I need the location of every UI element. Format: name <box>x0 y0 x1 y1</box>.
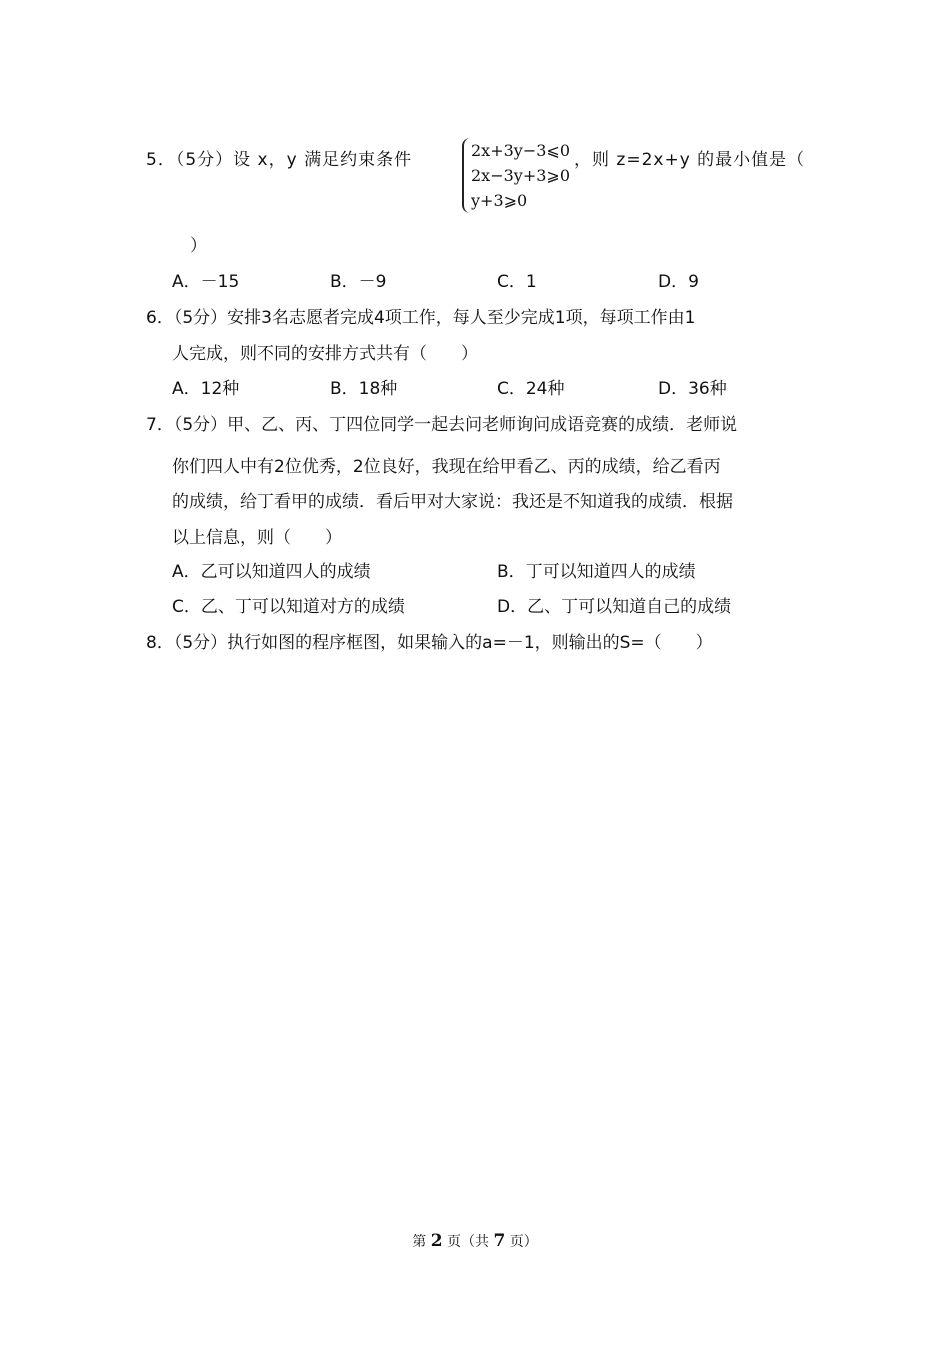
q7-line3: 的成绩，给丁看甲的成绩．看后甲对大家说：我还是不知道我的成绩．根据 <box>172 492 733 512</box>
q5-text: 设 x，y 满足约束条件 <box>233 150 413 170</box>
constraint: y+3⩾0 <box>471 191 528 210</box>
q5-number: 5． <box>146 150 176 170</box>
q6-option-d: D．36种 <box>658 379 727 399</box>
page-number: 2 <box>430 1231 443 1251</box>
total-pages: 7 <box>493 1231 506 1251</box>
q8-score: （5分） <box>173 633 228 653</box>
q5-option-d: D．9 <box>658 272 699 292</box>
q5-option-c: C．1 <box>497 272 537 292</box>
q5-option-a: A．－15 <box>172 272 240 292</box>
q6-line2: 人完成，则不同的安排方式共有（ ） <box>172 344 478 364</box>
q8-text: 执行如图的程序框图，如果输入的a=－1，则输出的S=（ ） <box>227 633 713 653</box>
q6-option-b: B．18种 <box>330 379 398 399</box>
q7-option-c: C．乙、丁可以知道对方的成绩 <box>172 597 405 617</box>
q6-text: 安排3名志愿者完成4项工作，每人至少完成1项，每项工作由1 <box>227 308 696 328</box>
constraint: 2x+3y−3⩽0 <box>471 141 570 160</box>
q7-line1 <box>146 414 737 436</box>
footer-text: 页） <box>505 1234 538 1250</box>
q7-option-d: D．乙、丁可以知道自己的成绩 <box>497 597 732 617</box>
page-footer <box>0 1231 950 1251</box>
q5-text-c: ） <box>190 236 207 256</box>
q7-option-b: B．丁可以知道四人的成绩 <box>497 562 696 582</box>
q6-line1 <box>146 307 695 329</box>
q7-score: （5分） <box>173 415 228 435</box>
footer-text: 页（共 <box>442 1234 494 1250</box>
q7-line4: 以上信息，则（ ） <box>172 528 342 548</box>
q8-line1 <box>146 632 713 654</box>
q5-line1 <box>146 149 412 171</box>
constraint: 2x−3y+3⩾0 <box>471 166 570 185</box>
q7-line2: 你们四人中有2位优秀，2位良好，我现在给甲看乙、丙的成绩，给乙看丙 <box>172 457 721 477</box>
q8-number: 8． <box>146 633 174 653</box>
q5-option-b: B．－9 <box>330 272 387 292</box>
q7-number: 7． <box>146 415 174 435</box>
q7-text: 甲、乙、丙、丁四位同学一起去问老师询问成语竞赛的成绩．老师说 <box>227 415 738 435</box>
q6-option-c: C．24种 <box>497 379 565 399</box>
q5-constraint-system <box>462 138 570 213</box>
footer-text: 第 <box>412 1234 431 1250</box>
q5-score: （5分） <box>175 150 234 170</box>
q6-number: 6． <box>146 308 174 328</box>
q6-option-a: A．12种 <box>172 379 240 399</box>
q7-option-a: A．乙可以知道四人的成绩 <box>172 562 371 582</box>
q5-text-b: ，则 z=2x+y 的最小值是（ <box>574 150 806 170</box>
q6-score: （5分） <box>173 308 228 328</box>
